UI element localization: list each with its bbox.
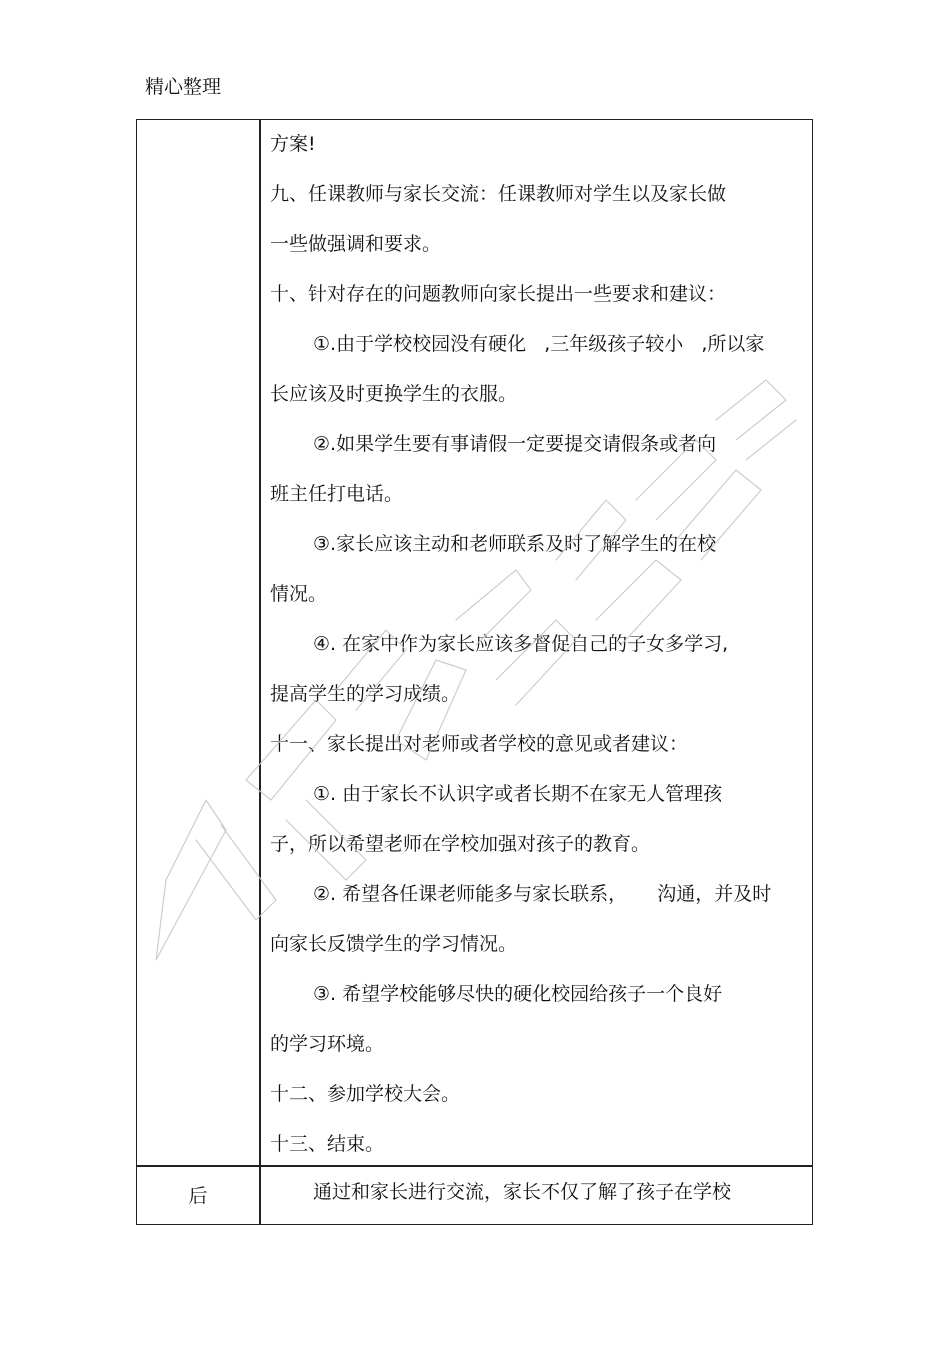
text-line: ③. 希望学校能够尽快的硬化校园给孩子一个良好 (313, 983, 723, 1005)
text-line: 提高学生的学习成绩。 (270, 683, 461, 705)
text-line: ④. 在家中作为家长应该多督促自己的子女多学习, (313, 633, 729, 655)
text-line: 一些做强调和要求。 (270, 233, 442, 255)
text-line: 长应该及时更换学生的衣服。 (270, 383, 518, 405)
text-line: 子，所以希望老师在学校加强对孩子的教育。 (270, 833, 651, 855)
text-line: 十一、家长提出对老师或者学校的意见或者建议： (270, 733, 689, 755)
text-line: 十、针对存在的问题教师向家长提出一些要求和建议： (270, 283, 727, 305)
text-line: ①.由于学校校园没有硬化 ,三年级孩子较小 ,所以家 (313, 333, 765, 355)
row2-label: 后 (188, 1185, 208, 1207)
text-line: 情况。 (270, 583, 328, 605)
text-line: ②.如果学生要有事请假一定要提交请假条或者向 (313, 433, 717, 455)
column-divider (259, 120, 261, 1224)
text-line: 班主任打电话。 (270, 483, 404, 505)
text-line: ①. 由于家长不认识字或者长期不在家无人管理孩 (313, 783, 723, 805)
text-line: 九、任课教师与家长交流：任课教师对学生以及家长做 (270, 183, 727, 205)
text-line: 向家长反馈学生的学习情况。 (270, 933, 518, 955)
page-header-label: 精心整理 (145, 76, 222, 98)
text-line: 方案! (270, 133, 316, 155)
document-table (136, 119, 813, 1225)
text-line: 十二、参加学校大会。 (270, 1083, 461, 1105)
text-line: ②. 希望各任课老师能多与家长联系， 沟通，并及时 (313, 883, 772, 905)
text-line: ③.家长应该主动和老师联系及时了解学生的在校 (313, 533, 717, 555)
row2-text: 通过和家长进行交流，家长不仅了解了孩子在学校 (313, 1181, 732, 1203)
text-line: 十三、结束。 (270, 1133, 385, 1155)
row-divider (137, 1165, 812, 1167)
text-line: 的学习环境。 (270, 1033, 385, 1055)
